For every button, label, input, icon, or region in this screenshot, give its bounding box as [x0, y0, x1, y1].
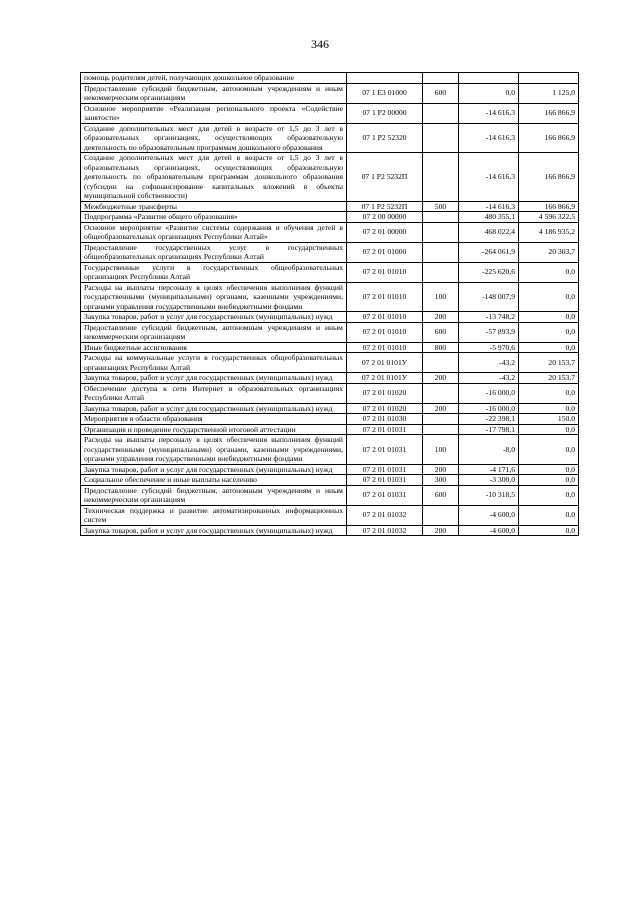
- table-row: [81, 201, 579, 212]
- row-expense-type: [423, 383, 459, 403]
- row-name: Предоставление субсидий бюджетным, автономным учреждениям и иным некоммерческим организациям: [81, 322, 347, 342]
- row-expense-type: 600: [423, 485, 459, 505]
- row-amount-change: -16 000,0: [459, 383, 519, 403]
- row-amount-total: 0,0: [519, 435, 579, 465]
- row-amount-total: 0,0: [519, 342, 579, 353]
- row-code: 07 1 P2 00000: [347, 103, 423, 123]
- row-expense-type: 100: [423, 435, 459, 465]
- row-expense-type: [423, 73, 459, 84]
- row-amount-total: 166 866,9: [519, 123, 579, 153]
- row-amount-change: 0,0: [459, 83, 519, 103]
- table-row: [81, 242, 579, 262]
- row-name: Создание дополнительных мест для детей в возрасте от 1,5 до 3 лет в образовательных организациях, осуществляющих образовательную деятельность по образовательным программам дошкольного образования (субсидии на софинансирование капитальных вложений в объекты муниципальной собственности): [81, 153, 347, 202]
- row-name: Межбюджетные трансферты: [81, 201, 347, 212]
- row-code: [347, 73, 423, 84]
- row-amount-change: -3 300,0: [459, 475, 519, 486]
- row-code: 07 2 01 01030: [347, 414, 423, 425]
- row-amount-total: 166 866,9: [519, 201, 579, 212]
- row-amount-total: 4 596 322,5: [519, 212, 579, 223]
- row-amount-total: 166 866,9: [519, 153, 579, 202]
- row-code: 07 2 01 0101У: [347, 353, 423, 373]
- row-name: Закупка товаров, работ и услуг для государственных (муниципальных) нужд: [81, 403, 347, 414]
- table-row: [81, 123, 579, 153]
- row-name: Закупка товаров, работ и услуг для государственных (муниципальных) нужд: [81, 373, 347, 384]
- row-expense-type: [423, 424, 459, 435]
- row-expense-type: [423, 212, 459, 223]
- row-amount-total: 20 153,7: [519, 353, 579, 373]
- row-expense-type: [423, 242, 459, 262]
- row-expense-type: [423, 262, 459, 282]
- row-expense-type: 200: [423, 373, 459, 384]
- table-row: [81, 435, 579, 465]
- row-amount-total: 4 186 935,2: [519, 222, 579, 242]
- row-amount-change: -14 616,3: [459, 123, 519, 153]
- row-amount-change: [459, 73, 519, 84]
- row-amount-total: 0,0: [519, 475, 579, 486]
- row-amount-change: -13 748,2: [459, 312, 519, 323]
- row-name: Основное мероприятие «Развитие системы содержания и обучения детей в общеобразовательных организациях Республики Алтай»: [81, 222, 347, 242]
- row-expense-type: [423, 123, 459, 153]
- row-expense-type: 300: [423, 475, 459, 486]
- row-expense-type: 200: [423, 403, 459, 414]
- row-code: 07 2 01 01010: [347, 312, 423, 323]
- table-row: [81, 83, 579, 103]
- row-code: 07 2 01 00000: [347, 222, 423, 242]
- row-amount-change: -8,0: [459, 435, 519, 465]
- row-name: Закупка товаров, работ и услуг для государственных (муниципальных) нужд: [81, 525, 347, 536]
- table-row: [81, 383, 579, 403]
- table-row: [81, 322, 579, 342]
- table-row: [81, 73, 579, 84]
- row-amount-total: 150,0: [519, 414, 579, 425]
- table-row: [81, 312, 579, 323]
- table-row: [81, 414, 579, 425]
- row-expense-type: 500: [423, 201, 459, 212]
- row-expense-type: [423, 414, 459, 425]
- row-amount-total: 20 153,7: [519, 373, 579, 384]
- table-row: [81, 373, 579, 384]
- row-name: Расходы на коммунальные услуги в государственных общеобразовательных организациях Республики Алтай: [81, 353, 347, 373]
- table-row: [81, 262, 579, 282]
- row-amount-total: 0,0: [519, 525, 579, 536]
- row-code: 07 2 01 01010: [347, 262, 423, 282]
- row-name: помощь родителям детей, получающих дошкольное образование: [81, 73, 347, 84]
- row-expense-type: [423, 153, 459, 202]
- table-row: [81, 103, 579, 123]
- row-amount-total: 0,0: [519, 464, 579, 475]
- row-amount-change: -43,2: [459, 353, 519, 373]
- row-code: 07 1 P2 5232П: [347, 201, 423, 212]
- row-name: Основное мероприятие «Реализация регионального проекта «Содействие занятости»: [81, 103, 347, 123]
- row-name: Организация и проведение государственной итоговой аттестации: [81, 424, 347, 435]
- row-code: 07 2 01 01031: [347, 435, 423, 465]
- row-expense-type: 600: [423, 322, 459, 342]
- row-amount-change: 468 022,4: [459, 222, 519, 242]
- table-row: [81, 464, 579, 475]
- row-amount-change: -264 061,9: [459, 242, 519, 262]
- row-amount-change: -17 798,1: [459, 424, 519, 435]
- row-code: 07 1 P2 5232П: [347, 153, 423, 202]
- row-amount-change: -4 600,0: [459, 525, 519, 536]
- row-amount-total: 0,0: [519, 282, 579, 312]
- row-code: 07 1 E3 01000: [347, 83, 423, 103]
- table-row: [81, 403, 579, 414]
- row-expense-type: 200: [423, 525, 459, 536]
- table-row: [81, 222, 579, 242]
- budget-table-body: [81, 73, 579, 536]
- row-amount-total: 0,0: [519, 262, 579, 282]
- row-amount-total: 0,0: [519, 383, 579, 403]
- row-code: 07 2 01 01031: [347, 485, 423, 505]
- row-amount-change: -22 398,1: [459, 414, 519, 425]
- row-amount-change: -5 970,6: [459, 342, 519, 353]
- row-amount-change: -14 616,3: [459, 103, 519, 123]
- row-code: 07 2 01 01000: [347, 242, 423, 262]
- row-name: Предоставление субсидий бюджетным, автономным учреждениям и иным некоммерческим организациям: [81, 485, 347, 505]
- row-name: Расходы на выплаты персоналу в целях обеспечения выполнения функций государственными (муниципальными) органами, казенными учреждениями, органами управления государственными внебюджетными фондами: [81, 435, 347, 465]
- row-code: 07 2 01 01020: [347, 403, 423, 414]
- row-amount-change: -10 318,5: [459, 485, 519, 505]
- row-code: 07 2 01 01031: [347, 464, 423, 475]
- row-amount-total: 0,0: [519, 424, 579, 435]
- row-amount-change: -148 007,9: [459, 282, 519, 312]
- row-name: Предоставление государственных услуг в государственных общеобразовательных организациях Республики Алтай: [81, 242, 347, 262]
- row-name: Закупка товаров, работ и услуг для государственных (муниципальных) нужд: [81, 312, 347, 323]
- row-expense-type: 800: [423, 342, 459, 353]
- row-name: Обеспечение доступа к сети Интернет в образовательных организациях Республики Алтай: [81, 383, 347, 403]
- row-amount-total: 20 303,7: [519, 242, 579, 262]
- table-row: [81, 525, 579, 536]
- row-code: 07 2 01 01010: [347, 342, 423, 353]
- row-amount-total: 0,0: [519, 312, 579, 323]
- table-row: [81, 485, 579, 505]
- table-row: [81, 353, 579, 373]
- row-name: Создание дополнительных мест для детей в возрасте от 1,5 до 3 лет в образовательных организациях, осуществляющих образовательную деятельность по образовательным программам дошкольного образования: [81, 123, 347, 153]
- row-code: 07 2 00 00000: [347, 212, 423, 223]
- row-code: 07 2 01 01031: [347, 475, 423, 486]
- row-code: 07 2 01 01031: [347, 424, 423, 435]
- row-code: 07 2 01 01010: [347, 322, 423, 342]
- row-amount-change: -14 616,3: [459, 201, 519, 212]
- row-expense-type: [423, 103, 459, 123]
- row-name: Мероприятия в области образования: [81, 414, 347, 425]
- row-name: Государственные услуги в государственных общеобразовательных организациях Республики Алтай: [81, 262, 347, 282]
- row-code: 07 2 01 01020: [347, 383, 423, 403]
- row-amount-total: 1 125,0: [519, 83, 579, 103]
- row-name: Техническая поддержка и развитие автоматизированных информационных систем: [81, 505, 347, 525]
- row-amount-total: 0,0: [519, 403, 579, 414]
- row-name: Расходы на выплаты персоналу в целях обеспечения выполнения функций государственными (муниципальными) органами, казенными учреждениями, органами управления государственными внебюджетными фондами: [81, 282, 347, 312]
- row-code: 07 2 01 01010: [347, 282, 423, 312]
- row-expense-type: [423, 505, 459, 525]
- row-amount-total: 166 866,9: [519, 103, 579, 123]
- row-name: Предоставление субсидий бюджетным, автономным учреждениям и иным некоммерческим организациям: [81, 83, 347, 103]
- row-expense-type: 100: [423, 282, 459, 312]
- row-amount-change: -4 600,0: [459, 505, 519, 525]
- row-amount-change: -43,2: [459, 373, 519, 384]
- row-expense-type: 200: [423, 312, 459, 323]
- row-expense-type: [423, 353, 459, 373]
- row-expense-type: 600: [423, 83, 459, 103]
- row-amount-total: 0,0: [519, 485, 579, 505]
- page-number: 346: [311, 37, 329, 51]
- table-row: [81, 282, 579, 312]
- row-expense-type: 200: [423, 464, 459, 475]
- row-amount-change: -4 171,6: [459, 464, 519, 475]
- table-row: [81, 212, 579, 223]
- row-amount-change: -16 000,0: [459, 403, 519, 414]
- budget-table: [80, 72, 579, 536]
- table-row: [81, 153, 579, 202]
- row-name: Подпрограмма «Развитие общего образования»: [81, 212, 347, 223]
- row-expense-type: [423, 222, 459, 242]
- table-row: [81, 424, 579, 435]
- table-row: [81, 505, 579, 525]
- row-code: 07 2 01 01032: [347, 505, 423, 525]
- row-code: 07 2 01 01032: [347, 525, 423, 536]
- row-code: 07 2 01 0101У: [347, 373, 423, 384]
- row-amount-change: 480 355,1: [459, 212, 519, 223]
- row-code: 07 1 P2 52320: [347, 123, 423, 153]
- row-amount-change: -57 893,9: [459, 322, 519, 342]
- row-amount-total: [519, 73, 579, 84]
- row-amount-total: 0,0: [519, 322, 579, 342]
- table-row: [81, 342, 579, 353]
- row-name: Закупка товаров, работ и услуг для государственных (муниципальных) нужд: [81, 464, 347, 475]
- row-name: Иные бюджетные ассигнования: [81, 342, 347, 353]
- row-amount-change: -225 620,6: [459, 262, 519, 282]
- row-amount-change: -14 616,3: [459, 153, 519, 202]
- table-row: [81, 475, 579, 486]
- row-name: Социальное обеспечение и иные выплаты населению: [81, 475, 347, 486]
- row-amount-total: 0,0: [519, 505, 579, 525]
